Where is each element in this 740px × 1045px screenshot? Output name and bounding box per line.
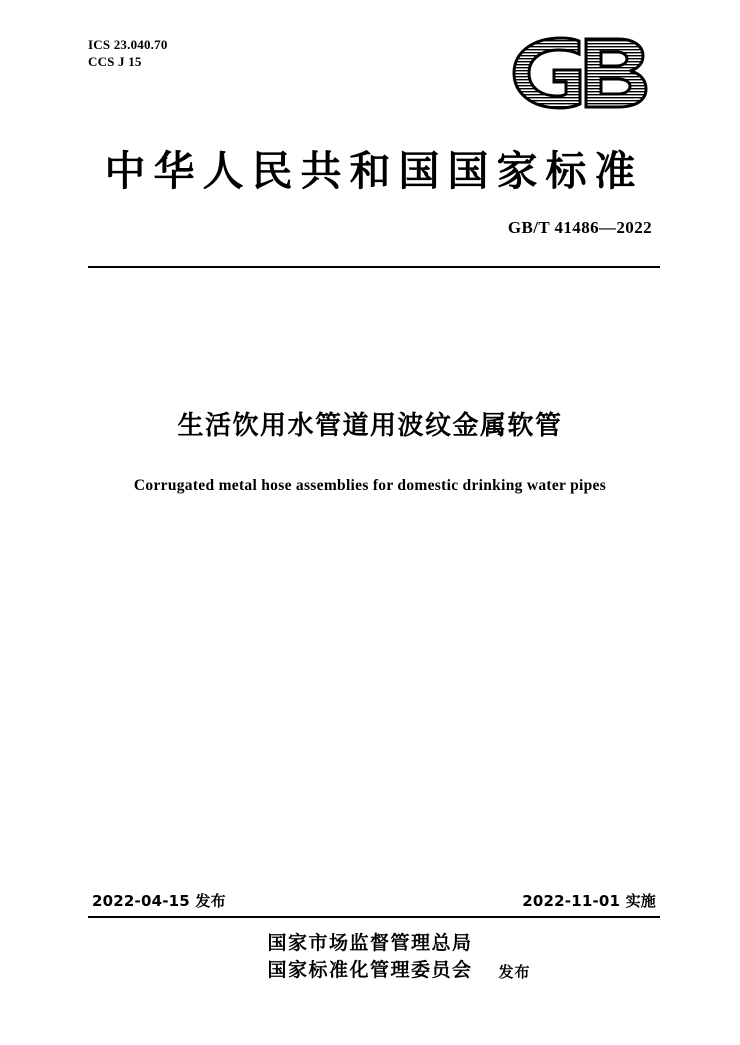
divider-bottom [88, 916, 660, 918]
divider-top [88, 266, 660, 268]
ics-code: ICS 23.040.70 [88, 37, 168, 52]
issue-date: 2022-04-15 发布 [92, 892, 226, 910]
ccs-code: CCS J 15 [88, 54, 142, 69]
document-title-en: Corrugated metal hose assemblies for domestic drinking water pipes [133, 477, 607, 494]
gb-emblem-icon [500, 28, 660, 118]
issue-verb: 发布 [498, 963, 531, 981]
issuer-line-2: 国家标准化管理委员会 [267, 959, 473, 981]
page-title: 中华人民共和国国家标准 [104, 147, 644, 195]
issuing-authorities [0, 930, 740, 984]
implementation-date: 2022-11-01 实施 [522, 892, 656, 910]
issuer-line-1: 国家市场监督管理总局 [267, 932, 473, 954]
standard-number: GB/T 41486—2022 [507, 218, 652, 237]
document-title-cn: 生活饮用水管道用波纹金属软管 [177, 411, 563, 441]
classification-codes [88, 36, 168, 70]
